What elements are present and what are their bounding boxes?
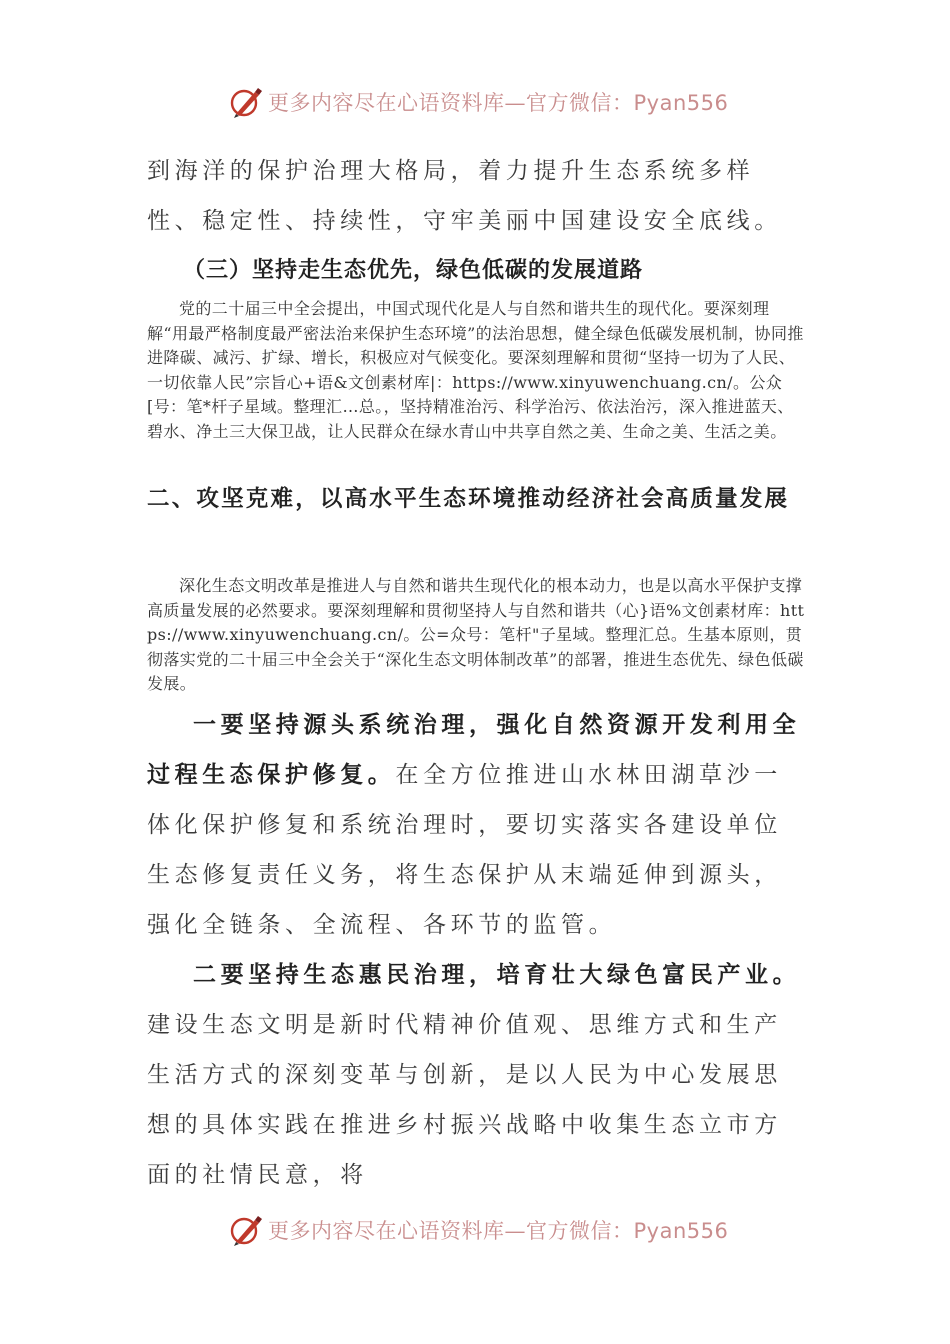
pen-logo-icon: [228, 84, 264, 120]
paragraph-first-requirement: [147, 700, 807, 950]
footer-banner: [228, 1210, 748, 1250]
body-paragraph: 到海洋的保护治理大格局，着力提升生态系统多样性、稳定性、持续性，守牢美丽中国建设安全底线。: [147, 158, 782, 234]
header-banner: [228, 82, 748, 122]
pen-logo-icon: [228, 1212, 264, 1248]
heading-text: 二、攻坚克难，以高水平生态环境推动经济社会高质量发展: [147, 486, 790, 512]
heading-text: （三）坚持走生态优先，绿色低碳的发展道路: [183, 258, 644, 283]
body-text: 建设生态文明是新时代精神价值观、思维方式和生产生活方式的深刻变革与创新，是以人民为中心发展思想的具体实践在推进乡村振兴战略中收集生态立市方面的社情民意，将: [147, 1012, 782, 1188]
small-paragraph-2: [147, 574, 807, 697]
banner-wechat-id: Pyan556: [633, 91, 729, 115]
bold-lead-text: 一要坚持源头系统治理，强化自然资源开发利用全过程生态保护修复。: [147, 712, 801, 788]
banner-text: 更多内容尽在心语资料库—官方微信：: [268, 91, 634, 115]
section-heading-three: [183, 254, 813, 288]
continued-paragraph: [147, 146, 807, 246]
body-text: 在全方位推进山水林田湖草沙一体化保护修复和系统治理时，要切实落实各建设单位生态修复责任义务，将生态保护从末端延伸到源头，强化全链条、全流程、各环节的监管。: [147, 762, 782, 938]
small-paragraph-1: [147, 297, 807, 444]
banner-wechat-id: Pyan556: [633, 1219, 729, 1243]
body-paragraph: 党的二十届三中全会提出，中国式现代化是人与自然和谐共生的现代化。要深刻理解“用最严格制度最严密法治来保护生态环境”的法治思想，健全绿色低碳发展机制，协同推进降碳、减污、扩绿、增长，积极应对气候变化。要深刻理解和贯彻“坚持一切为了人民、一切依靠人民”宗旨心+语&文创素材库|：https://www.xinyuwenchuang.cn/。公众[号：笔*杆子星域。整理汇…总。，坚持精准治污、科学治污、依法治污，深入推进蓝天、碧水、净土三大保卫战，让人民群众在绿水青山中共享自然之美、生命之美、生活之美。: [147, 299, 804, 441]
section-heading-two: [147, 474, 813, 524]
banner-text: 更多内容尽在心语资料库—官方微信：: [268, 1219, 634, 1243]
bold-lead-text: 二要坚持生态惠民治理，培育壮大绿色富民产业。: [193, 962, 801, 988]
paragraph-second-requirement: [147, 950, 807, 1200]
body-paragraph: 深化生态文明改革是推进人与自然和谐共生现代化的根本动力，也是以高水平保护支撑高质量发展的必然要求。要深刻理解和贯彻坚持人与自然和谐共（心}语%文创素材库：https://www.xinyuwenchuang.cn/。公=众号：笔杆"子星域。整理汇总。生基本原则，贯彻落实党的二十届三中全会关于“深化生态文明体制改革”的部署，推进生态优先、绿色低碳发展。: [147, 576, 805, 693]
